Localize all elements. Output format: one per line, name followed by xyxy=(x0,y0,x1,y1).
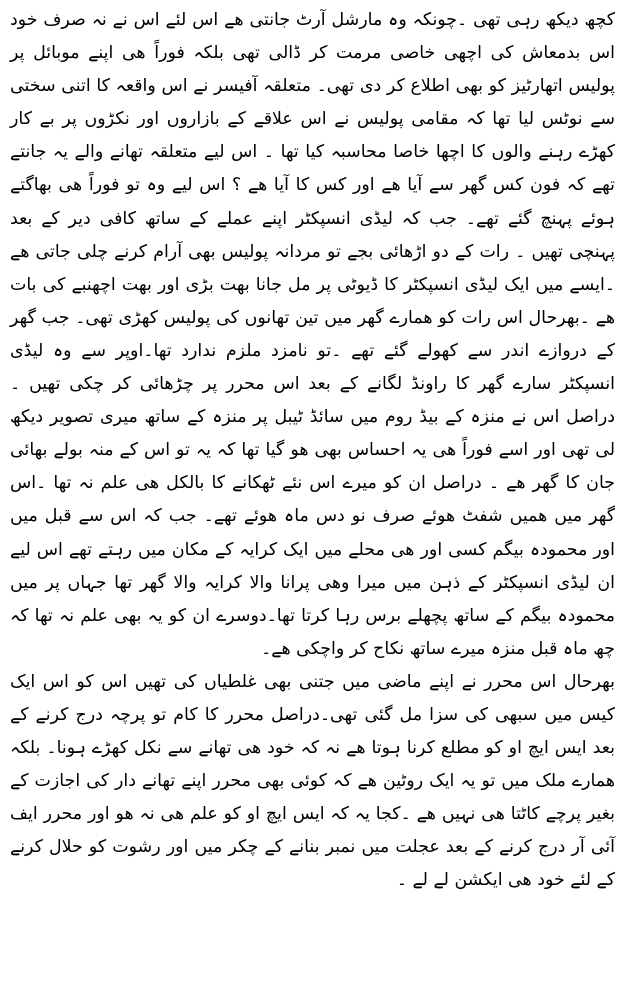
paragraph-2: بھرحال اس محرر نے اپنے ماضی میں جتنی بھی غلطیاں کی تھیں اس کو اس ایک کیس میں سبھی کی سزا مل گئی تھی۔دراصل محرر کا کام تو پرچہ درج کرنے کے بعد ایس ایچ او کو مطلع کرنا ہوتا ھے نہ کہ خود ھی تھانے سے نکل کھڑے ہونا۔ بلکہ ھمارے ملک میں تو یہ ایک روٹین ھے کہ کوئی بھی محرر اپنے تھانے دار کی اجازت کے بغیر پرچے کاٹتا ھی نہیں ھے ۔کجا یہ کہ ایس ایچ او کو علم ھی نہ ھو اور محرر ایف آئی آر درج کرنے کے بعد عجلت میں نمبر بنانے کے چکر میں اور رشوت کو حلال کرنے کے لئے خود ھی ایکشن لے لے ۔ xyxy=(10,671,615,891)
paragraph-1: کچھ دیکھ رہی تھی ۔چونکہ وہ مارشل آرٹ جانتی ھے اس لئے اس نے نہ صرف خود اس بدمعاش کی اچھی خاصی مرمت کر ڈالی تھی بلکہ فوراً ھی اپنے موبائل پر پولیس اتھارٹیز کو بھی اطلاع کر دی تھی۔ متعلقہ آفیسر نے اس واقعہ کا اتنی سختی سے نوٹس لیا تھا کہ مقامی پولیس نے اس علاقے کے بازاروں اور نکڑوں پر بے کار کھڑے رہنے والوں کا اچھا خاصا محاسبہ کیا تھا ۔ اس لیے متعلقہ تھانے والے یہ جانتے تھے کہ فون کس گھر سے آیا ھے اور کس کا آیا ھے ؟ اس لیے وہ تو فوراً ھی بھاگتے ہوئے پہنچ گئے تھے۔ جب کہ لیڈی انسپکٹر اپنے عملے کے ساتھ کافی دیر کے بعد پہنچی تھیں ۔ رات کے دو اڑھائی بجے تو مردانہ پولیس بھی آرام کرنے چلی جاتی ھے ۔ایسے میں ایک لیڈی انسپکٹر کا ڈیوٹی پر مل جانا بھت بڑی اور بھت اچھنبے کی بات ھے ۔بھرحال اس رات کو ھمارے گھر میں تین تھانوں کی پولیس کھڑی تھی۔ جب گھر کے دروازے اندر سے کھولے گئے تھے ۔تو نامزد ملزم ندارد تھا۔اوپر سے وہ لیڈی انسپکٹر سارے گھر کا راونڈ لگانے کے بعد اس محرر پر چڑھائی کر چکی تھیں ۔ دراصل اس نے منزہ کے بیڈ روم میں سائڈ ٹیبل پر منزہ کے ساتھ میری تصویر دیکھ لی تھی اور اسے فوراً ھی یہ احساس بھی ھو گیا تھا کہ یہ تو اس کے منہ بولے بھائی جان کا گھر ھے ۔ دراصل ان کو میرے اس نئے ٹھکانے کا بالکل ھی علم نہ تھا ۔اس گھر میں ھمیں شفٹ ھوئے صرف نو دس ماہ ھوئے تھے۔ جب کہ اس سے قبل میں اور محمودہ بیگم کسی اور ھی محلے میں ایک کرایہ کے مکان میں رہتے تھے اس لیے ان لیڈی انسپکٹر کے ذہن میں میرا وھی پرانا والا کرایہ والا گھر تھا جہاں پر میں محمودہ بیگم کے ساتھ پچھلے برس رہا کرتا تھا۔دوسرے ان کو یہ بھی علم نہ تھا کہ چھ ماہ قبل منزہ میرے ساتھ نکاح کر واچکی ھے۔ xyxy=(10,10,615,659)
